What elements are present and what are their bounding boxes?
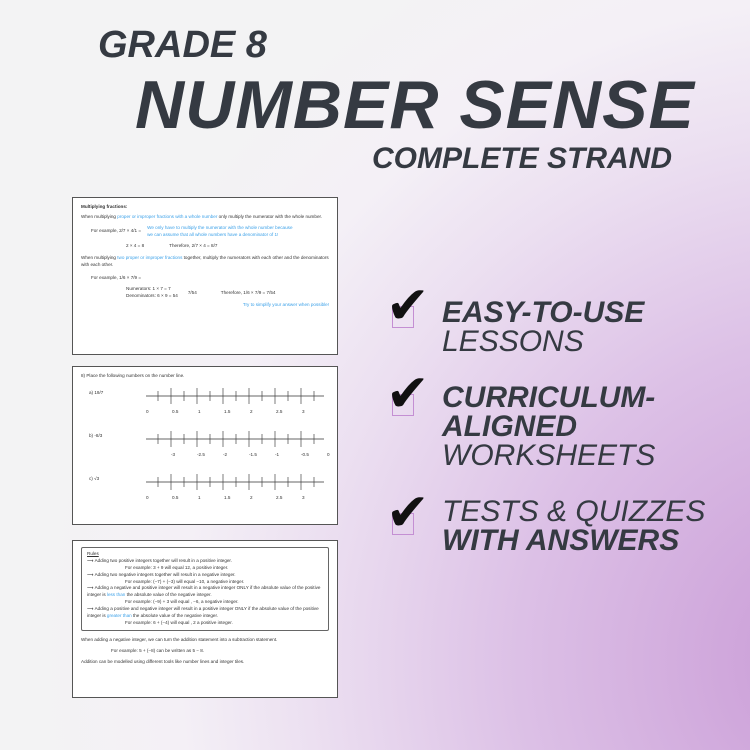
number-line-row xyxy=(81,466,329,509)
denominators: Denominators: 6 × 9 = 54 xyxy=(126,293,178,299)
tick-label: 0.5 xyxy=(172,494,179,500)
result: 7/54 xyxy=(187,289,197,295)
rule-1: ⟶ Adding two positive integers together will result in a positive integer. For example: 3 + 9 will equal 12, a positive integer. xyxy=(87,557,232,570)
check-icon: ✔ xyxy=(386,483,430,543)
tick-label: -1 xyxy=(275,451,280,457)
rule-3: ⟶ Adding a negative and positive integer will result in a negative integer ONLY if the absolute value of the positive integer is less than the absolute value of the negative integer. For example: (−9) + 3 will equal , −6, a negative integer. xyxy=(87,585,321,605)
rules-title: Rules xyxy=(87,551,99,556)
question: 8) Place the following numbers on the number line. xyxy=(81,373,185,378)
part-label: a) 19/7 xyxy=(89,389,104,395)
part-label: c) √3 xyxy=(89,475,100,481)
tick-label: -3 xyxy=(171,451,176,457)
check-icon: ✔ xyxy=(386,276,430,336)
number-line xyxy=(146,427,336,467)
tick-label: 3 xyxy=(302,408,305,414)
rule-4: ⟶ Adding a positive and negative integer will result in a positive integer ONLY if the absolute value of the positive integer is greater than the absolute value of the negative integer. For example: 6 + (−4) will equal , 2 a positive integer. xyxy=(87,606,319,625)
lesson-p2: When multiplying two proper or improper fractions together, multiply the numerators with each other and the denominators with each other. xyxy=(81,255,329,268)
number-line xyxy=(146,470,336,510)
numerators: Numerators: 1 × 7 = 7 xyxy=(126,286,171,292)
worksheet-preview xyxy=(72,366,338,525)
note-1: We only have to multiply the numerator with the whole number because we can assume that all whole numbers have a denominator of 1! xyxy=(147,224,293,237)
tick-label: 2.5 xyxy=(276,494,283,500)
tick-label: 1 xyxy=(198,408,201,414)
rules-box xyxy=(81,547,329,631)
tick-label: 2.5 xyxy=(276,408,283,414)
example-2: For example, 1/6 × 7/9 = xyxy=(91,275,142,281)
tick-label: -2.5 xyxy=(197,451,205,457)
check-icon: ✔ xyxy=(386,364,430,424)
lesson-heading: Multiplying fractions: xyxy=(81,204,128,209)
rules-p2: Addition can be modelled using different tools like number lines and integer tiles. xyxy=(81,658,245,664)
tick-label: 1.5 xyxy=(224,408,231,414)
tick-label: 0 xyxy=(146,408,149,414)
therefore-2: Therefore, 1/6 × 7/9 = 7/54 xyxy=(220,289,276,295)
tick-label: -1.5 xyxy=(249,451,257,457)
tick-label: 1 xyxy=(198,494,201,500)
example-1: For example, 2/7 × 4/1 = xyxy=(91,228,142,234)
tick-label: 2 xyxy=(250,408,253,414)
number-line-row xyxy=(81,423,329,466)
grade-label: GRADE 8 xyxy=(98,24,267,66)
tick-label: 0.5 xyxy=(172,408,179,414)
tip: Try to simplify your answer when possible! xyxy=(242,301,329,307)
tick-label: 0 xyxy=(327,451,330,457)
rule-2: ⟶ Adding two negative integers together will result in a negative integer. For example: (−7) + (−3) will equal −10, a negative integer. xyxy=(87,571,245,584)
tick-label: -2 xyxy=(223,451,228,457)
tick-label: 1.5 xyxy=(224,494,231,500)
subtitle: COMPLETE STRAND xyxy=(372,142,672,175)
calc-1: 2 × 4 = 8 xyxy=(126,242,145,248)
page-title: NUMBER SENSE xyxy=(135,67,695,143)
rules-example: For example: 5 + (−8) can be written as 5 − 8. xyxy=(111,647,205,653)
part-label: b) -8/3 xyxy=(89,432,103,438)
lesson-preview xyxy=(72,197,338,355)
therefore-1: Therefore, 2/7 × 4 = 8/7 xyxy=(169,242,218,248)
tick-label: 2 xyxy=(250,494,253,500)
tick-label: 0 xyxy=(146,494,149,500)
number-line xyxy=(146,384,336,424)
number-line-row xyxy=(81,380,329,423)
tick-label: -0.5 xyxy=(301,451,309,457)
lesson-p1: When multiplying proper or improper fractions with a whole number only multiply the numerator with the whole number. xyxy=(81,213,323,219)
rules-preview xyxy=(72,540,338,698)
rules-p1: When adding a negative integer, we can turn the addition statement into a subtraction statement. xyxy=(81,636,278,642)
tick-label: 3 xyxy=(302,494,305,500)
